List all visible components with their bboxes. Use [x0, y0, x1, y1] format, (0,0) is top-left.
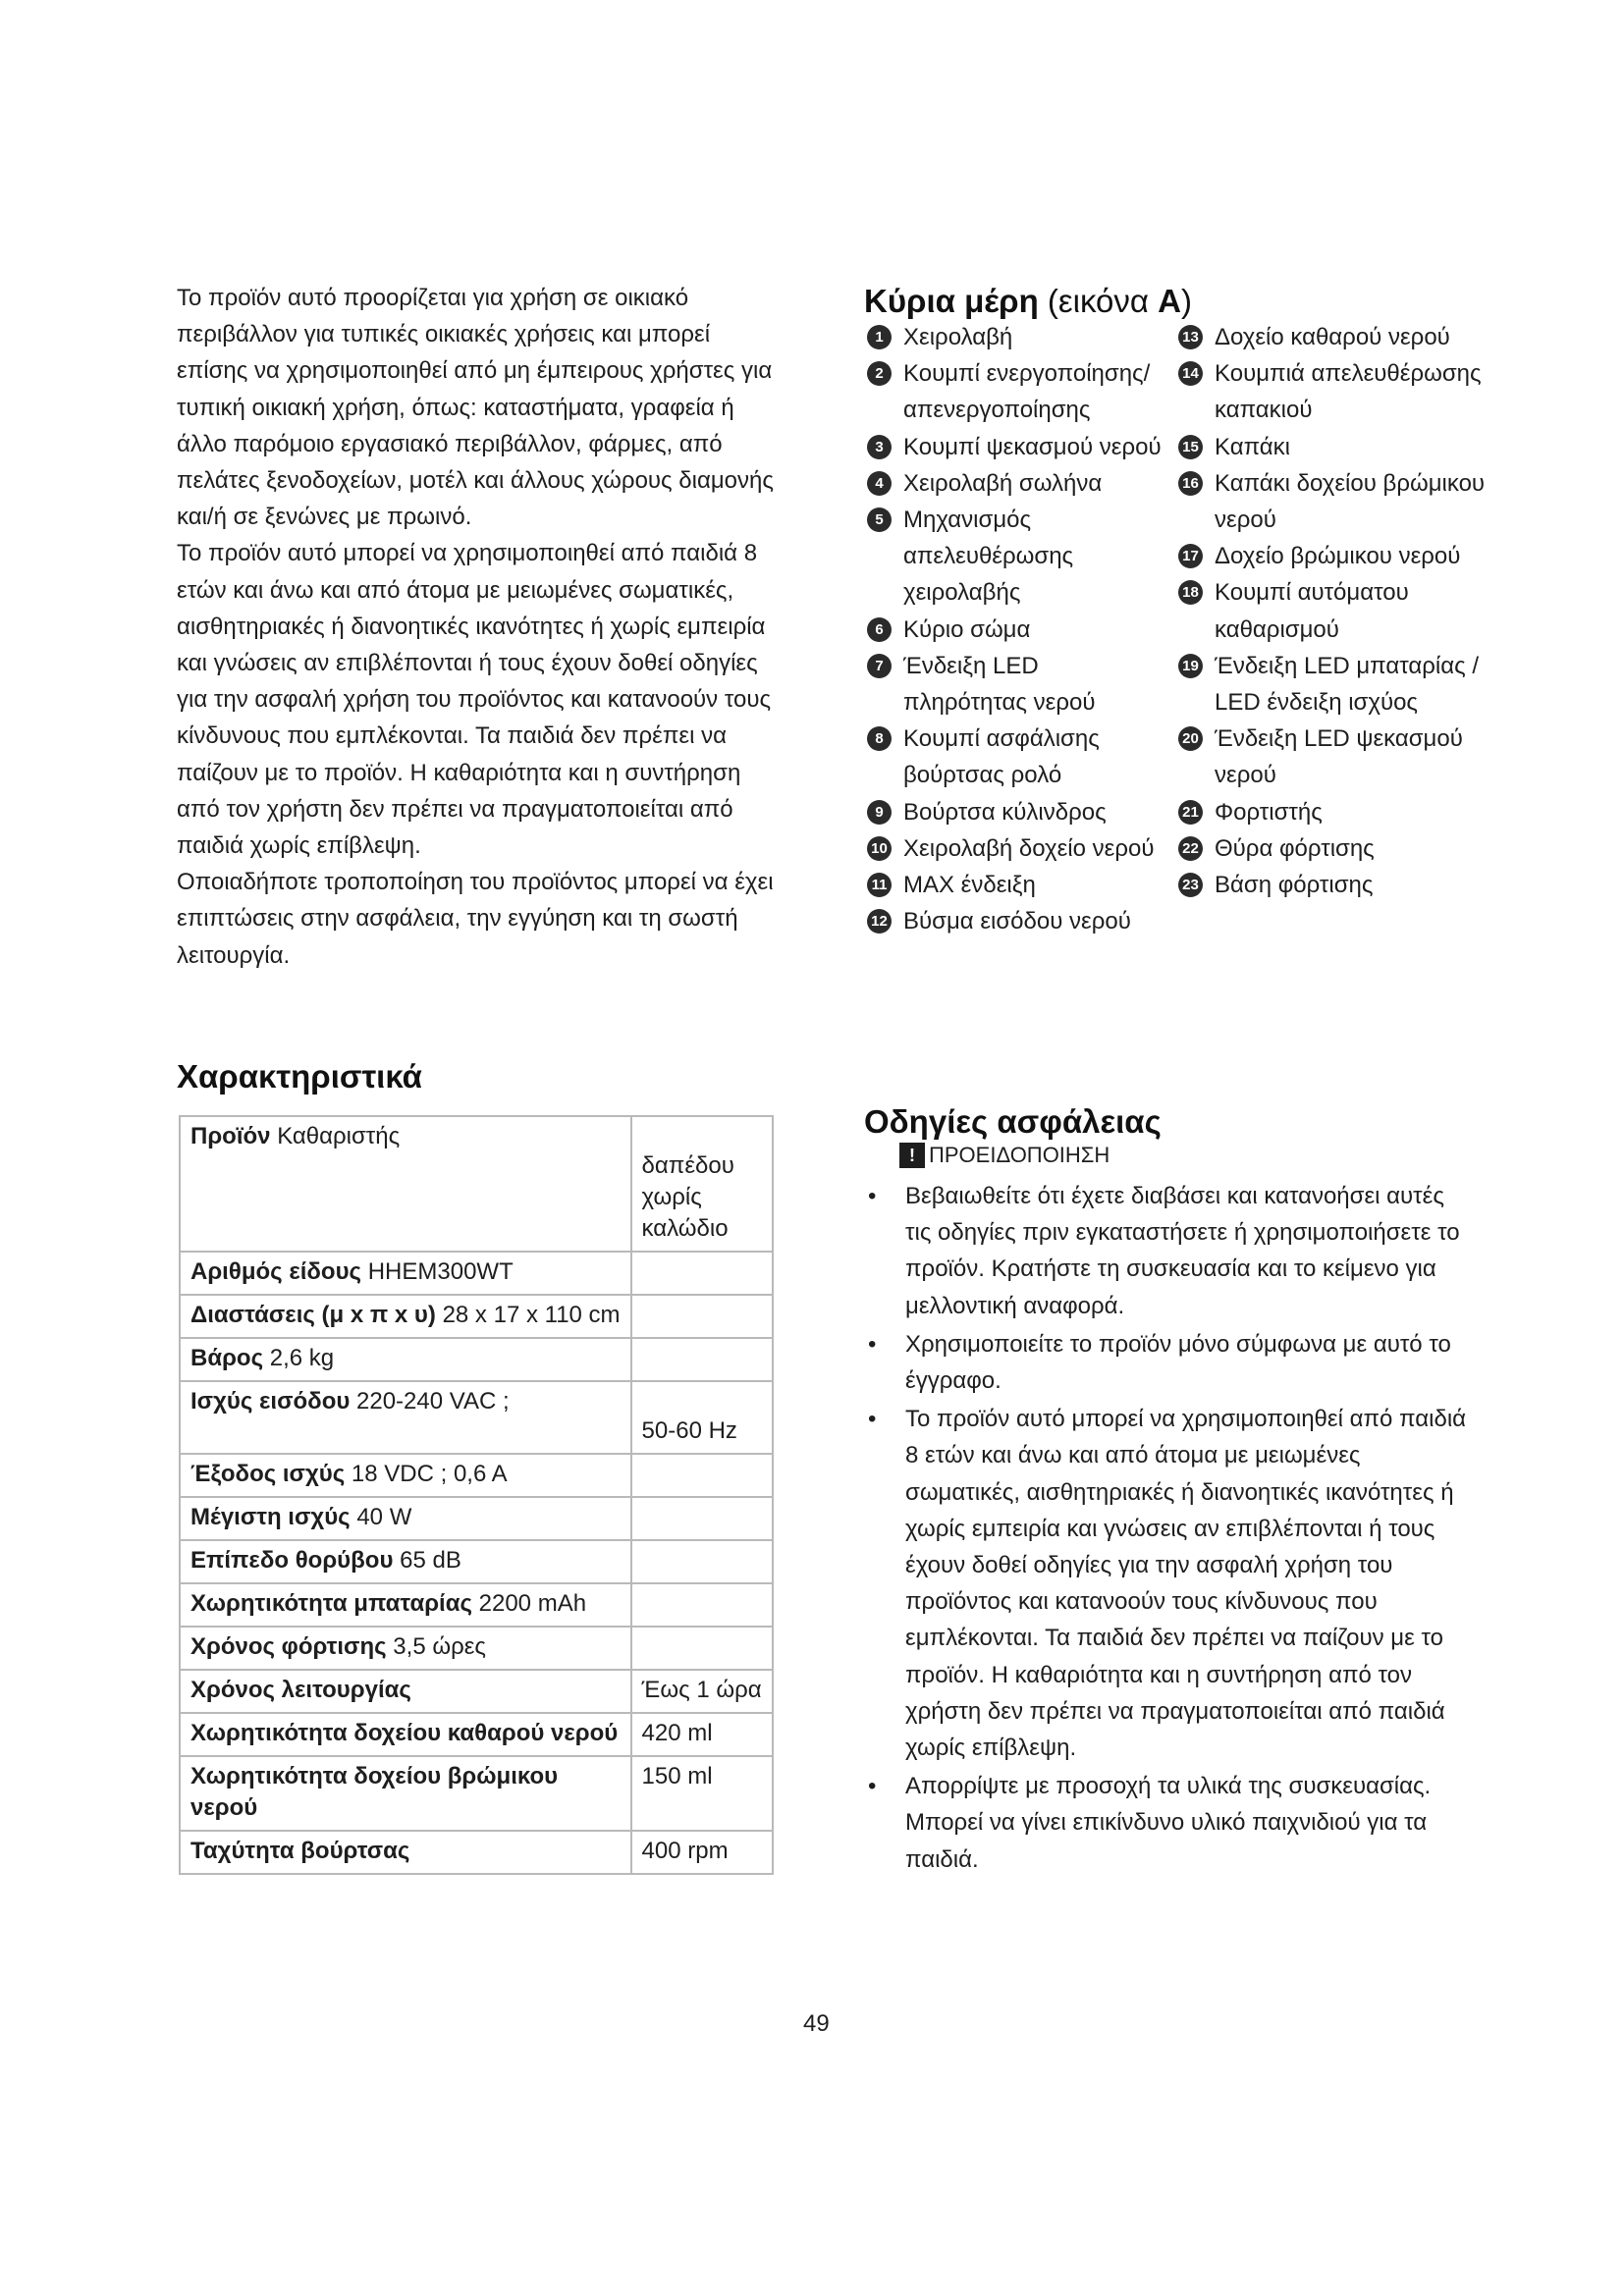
- part-label: Κύριο σώμα: [903, 615, 1031, 643]
- part-item: [1178, 574, 1492, 647]
- spec-value-cell: [631, 1756, 773, 1831]
- part-item: [1178, 538, 1492, 574]
- features-row: [180, 1756, 773, 1831]
- part-label: Χειρολαβή σωλήνα: [903, 469, 1103, 497]
- part-number-badge: 5: [867, 507, 892, 532]
- safety-heading: Οδηγίες ασφάλειας: [864, 1103, 1162, 1140]
- part-item: [867, 794, 1162, 830]
- part-item: [1178, 429, 1492, 465]
- spec-value-cell: [631, 1831, 773, 1874]
- features-row: [180, 1583, 773, 1627]
- spec-value: 400 rpm: [641, 1838, 729, 1864]
- part-label: Καπάκι δοχείου βρώμικου νερού: [1215, 469, 1486, 534]
- part-label: Κουμπί ασφάλισης βούρτσας ρολό: [903, 725, 1100, 789]
- part-label: Χειρολαβή δοχείο νερού: [903, 834, 1155, 862]
- part-number-badge: 23: [1178, 873, 1203, 897]
- features-row: [180, 1116, 773, 1252]
- part-item: [1178, 794, 1492, 830]
- part-label: Ένδειξη LED πληρότητας νερού: [903, 652, 1096, 717]
- part-number-badge: 12: [867, 909, 892, 934]
- part-label: Δοχείο καθαρού νερού: [1215, 324, 1450, 350]
- safety-bullet: • Απορρίψτε με προσοχή τα υλικά της συσκευασίας. Μπορεί να γίνει επικίνδυνο υλικό παιχνιδιού για τα παιδιά.: [864, 1768, 1473, 1878]
- spec-value: 420 ml: [641, 1720, 713, 1746]
- features-row: [180, 1295, 773, 1338]
- safety-bullet: • Το προϊόν αυτό μπορεί να χρησιμοποιηθεί από παιδιά 8 ετών και άνω και από άτομα με μειωμένες σωματικές, αισθητηριακές ή διανοητικές ικανότητες ή χωρίς εμπειρία και γνώσεις αν επιβλέπονται ή τους έχουν δοθεί οδηγίες για την ασφαλή χρήση του προϊόντος και κατανοούν τους κίνδυνους που εμπλέκονται. Τα παιδιά δεν πρέπει να παίζουν με το προϊόν. Η καθαριότητα και η συντήρηση από τον χρήστη δεν πρέπει να πραγματοποιείται από παιδιά χωρίς επίβλεψη.: [864, 1401, 1473, 1766]
- part-number-badge: 16: [1178, 471, 1203, 496]
- features-label-cell: [180, 1627, 631, 1670]
- part-item: [1178, 465, 1492, 538]
- part-number-badge: 4: [867, 471, 892, 496]
- part-number-badge: 9: [867, 800, 892, 825]
- spec-label: Χρόνος λειτουργίας: [190, 1677, 411, 1703]
- part-number-badge: 6: [867, 617, 892, 642]
- spec-label: Βάρος: [190, 1345, 264, 1371]
- part-item: [867, 612, 1162, 648]
- spec-label: Χρόνος φόρτισης: [190, 1633, 387, 1660]
- part-number-badge: 1: [867, 325, 892, 349]
- part-label: Κουμπιά απελευθέρωσης καπακιού: [1215, 360, 1482, 424]
- main-parts-heading: Κύρια μέρη (εικόνα A): [864, 283, 1192, 319]
- features-label-cell: [180, 1831, 631, 1874]
- part-number-badge: 20: [1178, 726, 1203, 751]
- part-number-badge: 22: [1178, 836, 1203, 861]
- spec-label: Χωρητικότητα δοχείου καθαρού νερού: [190, 1720, 619, 1746]
- part-number-badge: 15: [1178, 435, 1203, 459]
- spec-value-cell: [631, 1583, 773, 1627]
- spec-inline-value: 2,6 kg: [269, 1345, 335, 1371]
- part-item: [1178, 648, 1492, 721]
- part-label: Κουμπί αυτόματου καθαρισμού: [1215, 579, 1409, 643]
- features-row: [180, 1497, 773, 1540]
- features-row: [180, 1454, 773, 1497]
- part-number-badge: 18: [1178, 580, 1203, 605]
- spec-label: Προϊόν: [190, 1123, 271, 1149]
- part-number-badge: 14: [1178, 361, 1203, 386]
- part-number-badge: 2: [867, 361, 892, 386]
- spec-label: Ταχύτητα βούρτσας: [190, 1838, 410, 1864]
- part-label: Μηχανισμός απελευθέρωσης χειρολαβής: [903, 507, 1074, 607]
- part-label: Δοχείο βρώμικου νερού: [1215, 543, 1461, 570]
- part-label: Καπάκι: [1215, 433, 1291, 460]
- features-heading: Χαρακτηριστικά: [177, 1058, 422, 1095]
- part-label: Κουμπί ψεκασμού νερού: [903, 433, 1162, 460]
- spec-value-cell: [631, 1627, 773, 1670]
- page-number: 49: [803, 2010, 830, 2037]
- spec-inline-value: HHEM300WT: [367, 1258, 514, 1285]
- part-label: Φορτιστής: [1215, 798, 1323, 826]
- spec-label: Επίπεδο θορύβου: [190, 1547, 394, 1574]
- spec-label: Χωρητικότητα δοχείου βρώμικου νερού: [190, 1763, 559, 1821]
- safety-bullet: • Χρησιμοποιείτε το προϊόν μόνο σύμφωνα με αυτό το έγγραφο.: [864, 1326, 1473, 1399]
- spec-inline-value: 220-240 VAC ;: [356, 1388, 510, 1415]
- spec-inline-value: 3,5 ώρες: [393, 1633, 486, 1660]
- part-number-badge: 10: [867, 836, 892, 861]
- spec-label: Διαστάσεις (μ x π x υ): [190, 1302, 436, 1328]
- spec-value-cell: [631, 1713, 773, 1756]
- intro-paragraph-2: Το προϊόν αυτό μπορεί να χρησιμοποιηθεί από παιδιά 8 ετών και άνω και από άτομα με μειωμένες σωματικές, αισθητηριακές ή διανοητικές ικανότητες ή χωρίς εμπειρία και γνώσεις αν επιβλέπονται ή τους έχουν δοθεί οδηγίες για την ασφαλή χρήση του προϊόντος και κατανοούν τους κίνδυνους που εμπλέκονται. Τα παιδιά δεν πρέπει να παίζουν με το προϊόν. Η καθαριότητα και η συντήρηση από τον χρήστη δεν πρέπει να πραγματοποιείται από παιδιά χωρίς επίβλεψη.: [177, 540, 772, 860]
- part-label: Ένδειξη LED ψεκασμού νερού: [1215, 725, 1463, 789]
- features-row: [180, 1713, 773, 1756]
- features-label-cell: [180, 1583, 631, 1627]
- features-row: [180, 1831, 773, 1874]
- spec-inline-value: 2200 mAh: [478, 1590, 587, 1617]
- spec-inline-value: 28 x 17 x 110 cm: [442, 1302, 621, 1328]
- part-item: [867, 502, 1162, 612]
- spec-inline-value: 65 dB: [400, 1547, 461, 1574]
- part-number-badge: 17: [1178, 544, 1203, 568]
- features-row: [180, 1338, 773, 1381]
- spec-value: 150 ml: [641, 1763, 713, 1789]
- part-label: Θύρα φόρτισης: [1215, 834, 1375, 862]
- features-label-cell: [180, 1295, 631, 1338]
- spec-value: δαπέδου χωρίς καλώδιο: [641, 1152, 734, 1242]
- spec-value: 50-60 Hz: [641, 1417, 737, 1444]
- features-label-cell: [180, 1756, 631, 1831]
- part-label: Χειρολαβή: [903, 324, 1013, 350]
- spec-label: Χωρητικότητα μπαταρίας: [190, 1590, 472, 1617]
- features-label-cell: [180, 1381, 631, 1454]
- part-label: Βούρτσα κύλινδρος: [903, 798, 1107, 826]
- features-row: [180, 1670, 773, 1713]
- part-item: [1178, 867, 1492, 903]
- part-label: MAX ένδειξη: [903, 872, 1036, 899]
- intro-paragraph-3: Οποιαδήποτε τροποποίηση του προϊόντος μπορεί να έχει επιπτώσεις στην ασφάλεια, την εγγύηση και τη σωστή λειτουργία.: [177, 869, 774, 969]
- features-label-cell: [180, 1713, 631, 1756]
- warning-icon: !: [899, 1143, 925, 1168]
- features-label-cell: [180, 1252, 631, 1295]
- part-label: Κουμπί ενεργοποίησης/ απενεργοποίησης: [903, 360, 1151, 424]
- part-item: [867, 721, 1162, 793]
- spec-value-cell: [631, 1116, 773, 1252]
- part-item: [1178, 721, 1492, 793]
- part-item: [867, 429, 1162, 465]
- safety-bullet: • Βεβαιωθείτε ότι έχετε διαβάσει και κατανοήσει αυτές τις οδηγίες πριν εγκαταστήσετε ή χρησιμοποιήσετε το προϊόν. Κρατήστε τη συσκευασία και το κείμενο για μελλοντική αναφορά.: [864, 1178, 1473, 1324]
- spec-label: Ισχύς εισόδου: [190, 1388, 351, 1415]
- part-item: [867, 830, 1162, 867]
- part-number-badge: 21: [1178, 800, 1203, 825]
- part-number-badge: 19: [1178, 654, 1203, 678]
- features-row: [180, 1381, 773, 1454]
- spec-value-cell: [631, 1338, 773, 1381]
- part-item: [867, 319, 1162, 355]
- spec-value: Έως 1 ώρα: [641, 1677, 762, 1703]
- spec-value-cell: [631, 1497, 773, 1540]
- part-number-badge: 13: [1178, 325, 1203, 349]
- features-label-cell: [180, 1454, 631, 1497]
- part-number-badge: 8: [867, 726, 892, 751]
- spec-value-cell: [631, 1540, 773, 1583]
- features-label-cell: [180, 1338, 631, 1381]
- part-number-badge: 7: [867, 654, 892, 678]
- spec-value-cell: [631, 1252, 773, 1295]
- main-parts-list-right: [1178, 319, 1492, 903]
- intro-text: [177, 280, 776, 974]
- spec-label: Έξοδος ισχύς: [190, 1461, 346, 1487]
- part-item: [867, 903, 1162, 939]
- features-table: [179, 1115, 774, 1875]
- part-item: [867, 465, 1162, 502]
- spec-value-cell: [631, 1295, 773, 1338]
- spec-value-cell: [631, 1670, 773, 1713]
- spec-value-cell: [631, 1454, 773, 1497]
- spec-label: Μέγιστη ισχύς: [190, 1504, 351, 1530]
- part-label: Βάση φόρτισης: [1215, 872, 1374, 899]
- features-row: [180, 1252, 773, 1295]
- part-item: [867, 867, 1162, 903]
- spec-label: Αριθμός είδους: [190, 1258, 362, 1285]
- features-row: [180, 1540, 773, 1583]
- spec-value-cell: [631, 1381, 773, 1454]
- part-number-badge: 11: [867, 873, 892, 897]
- features-label-cell: [180, 1497, 631, 1540]
- safety-bullets: [864, 1178, 1473, 1880]
- part-label: Ένδειξη LED μπαταρίας / LED ένδειξη ισχύος: [1215, 652, 1480, 717]
- part-item: [1178, 355, 1492, 428]
- features-label-cell: [180, 1116, 631, 1252]
- main-parts-list-left: [867, 319, 1162, 939]
- part-item: [867, 355, 1162, 428]
- warning-label: ! ΠΡΟΕΙΔΟΠΟΙΗΣΗ: [899, 1143, 1110, 1168]
- part-number-badge: 3: [867, 435, 892, 459]
- features-label-cell: [180, 1670, 631, 1713]
- features-row: [180, 1627, 773, 1670]
- part-item: [1178, 830, 1492, 867]
- part-item: [867, 648, 1162, 721]
- features-label-cell: [180, 1540, 631, 1583]
- spec-inline-value: 40 W: [356, 1504, 412, 1530]
- spec-inline-value: 18 VDC ; 0,6 A: [351, 1461, 508, 1487]
- part-item: [1178, 319, 1492, 355]
- part-label: Βύσμα εισόδου νερού: [903, 908, 1131, 935]
- spec-inline-value: Καθαριστής: [277, 1123, 401, 1149]
- intro-paragraph-1: Το προϊόν αυτό προορίζεται για χρήση σε οικιακό περιβάλλον για τυπικές οικιακές χρήσεις και μπορεί επίσης να χρησιμοποιηθεί από μη έμπειρους χρήστες για τυπική οικιακή χρήση, όπως: καταστήματα, γραφεία ή άλλο παρόμοιο εργασιακό περιβάλλον, φάρμες, από πελάτες ξενοδοχείων, μοτέλ και άλλους χώρους διαμονής και/ή σε ξενώνες με πρωινό.: [177, 285, 774, 531]
